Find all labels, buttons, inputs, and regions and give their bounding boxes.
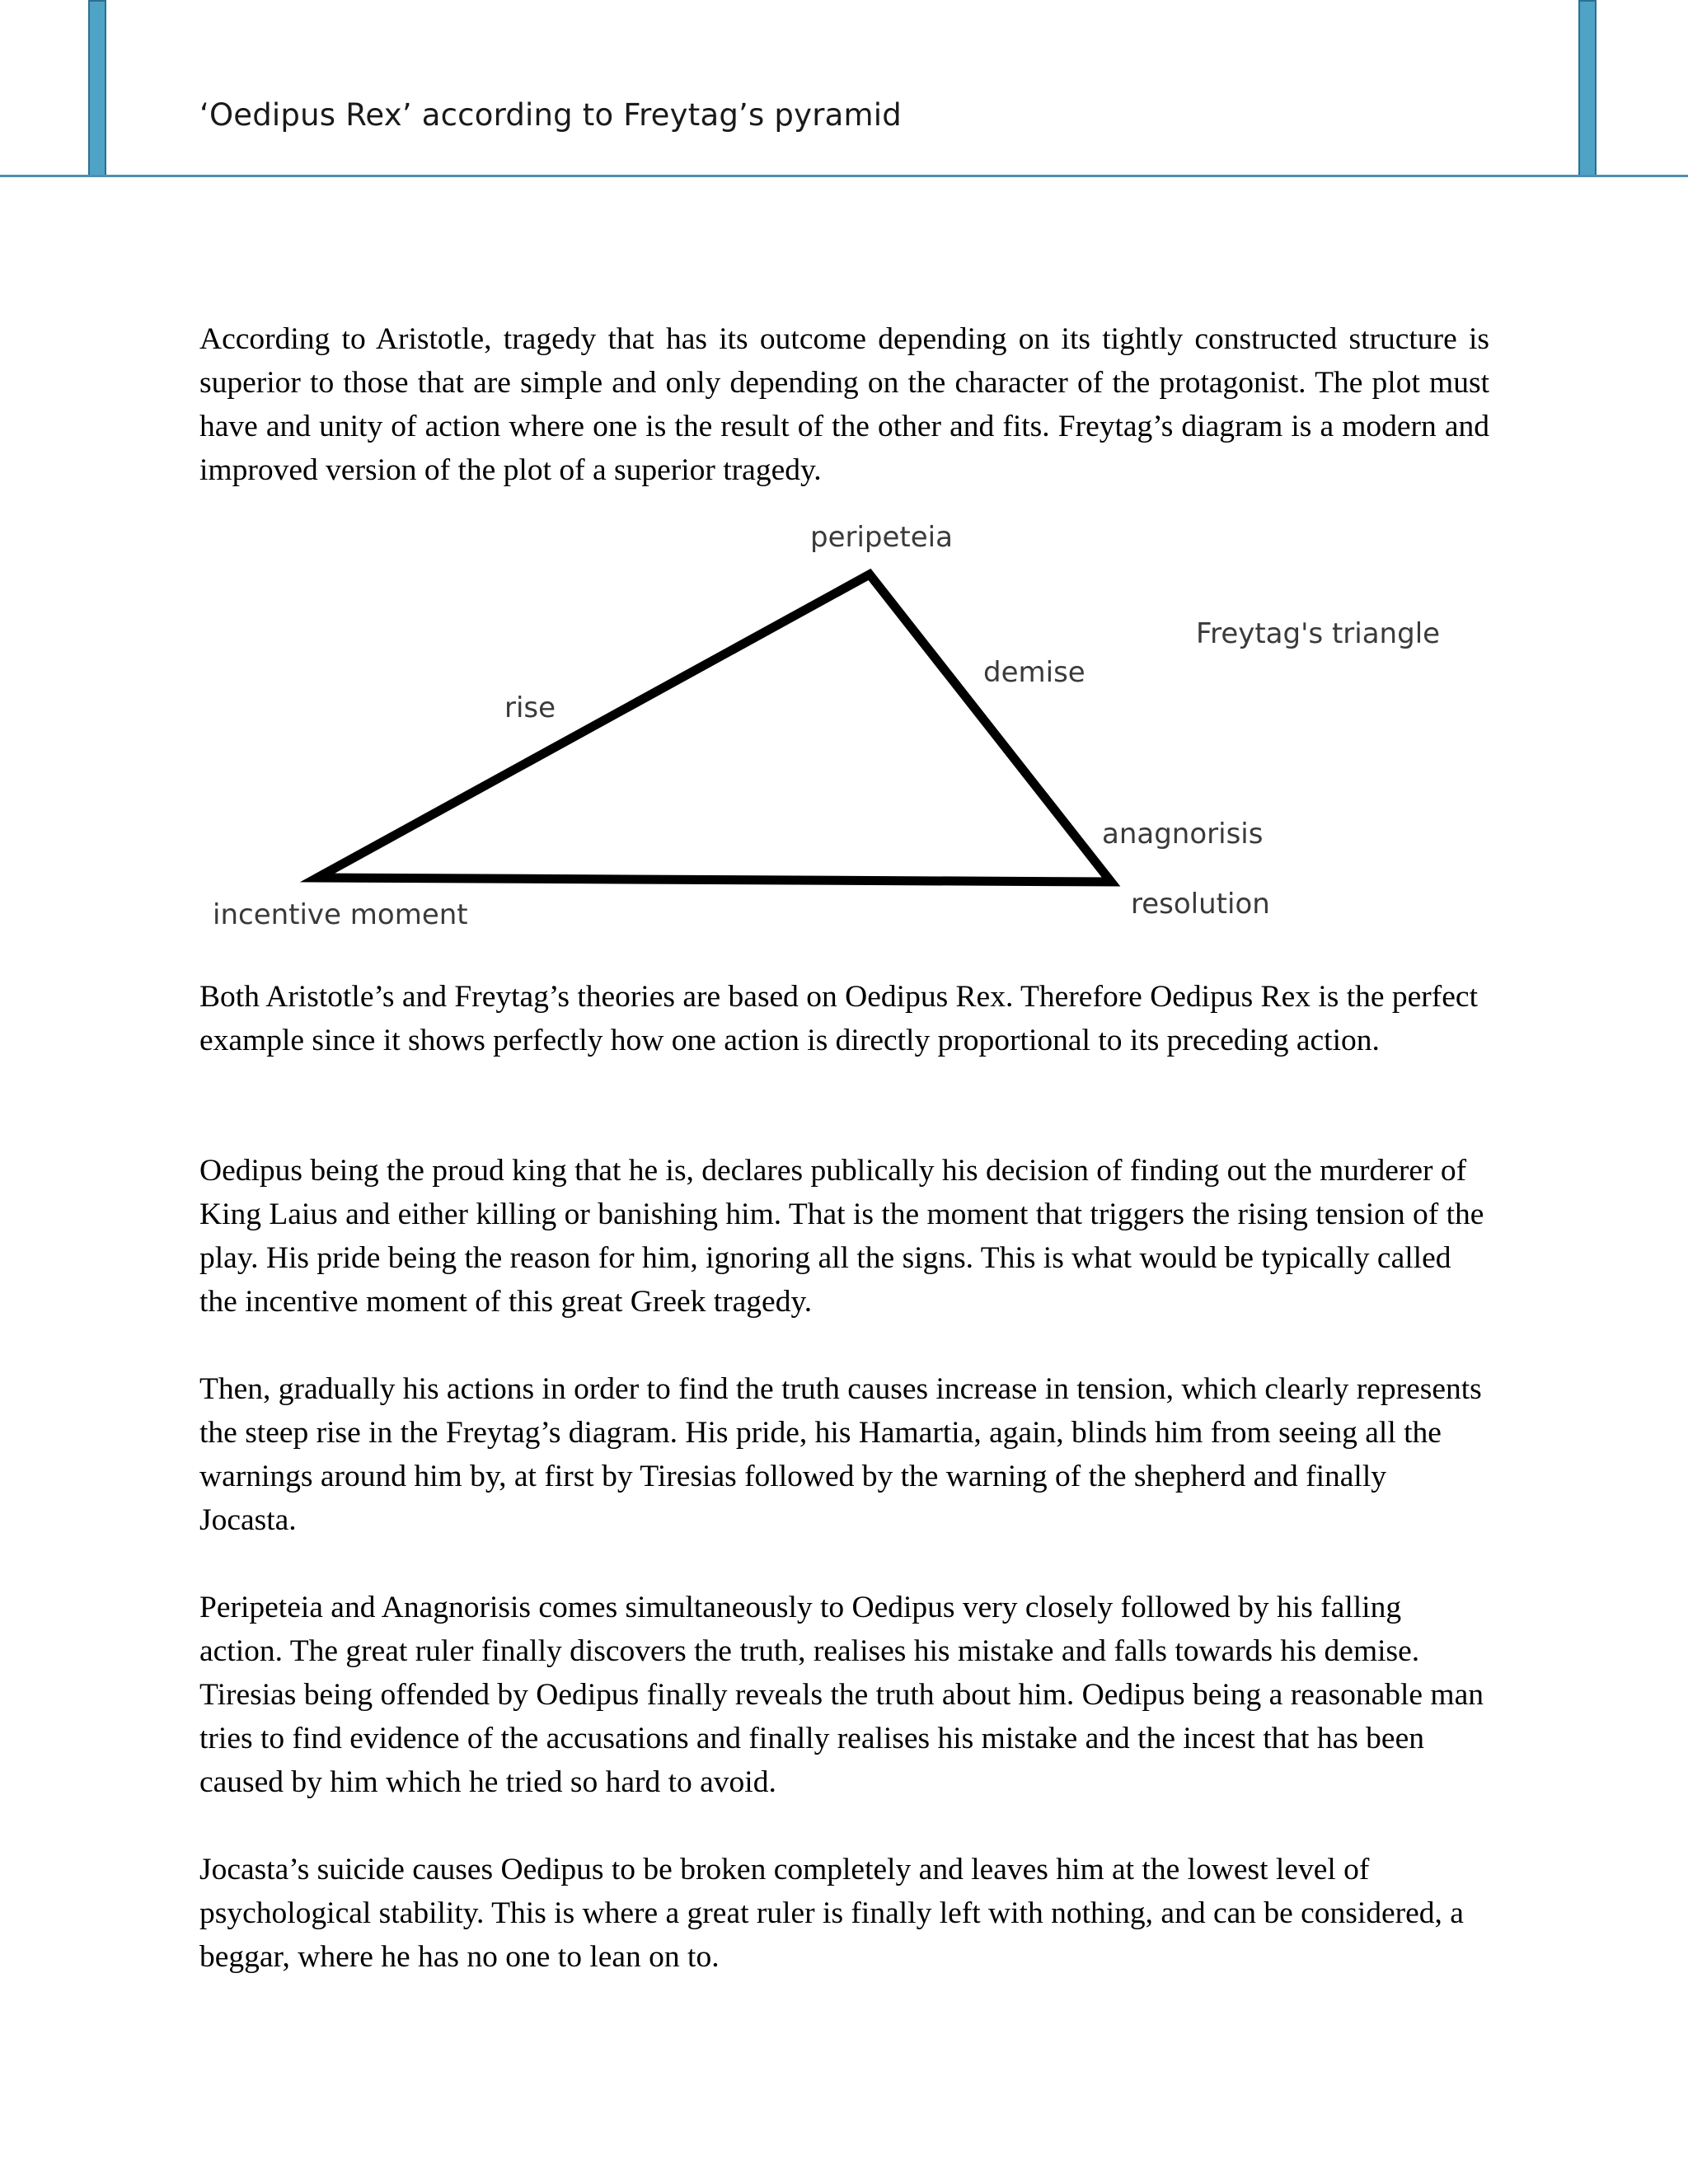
label-diagram-title: Freytag's triangle — [1196, 617, 1441, 650]
label-resolution: resolution — [1131, 888, 1270, 921]
body-paragraph-6: Jocasta’s suicide causes Oedipus to be broken completely and leaves him at the lowest level of psychological stability. This is where a great ruler is finally left with nothing, and can be considered, a beggar, where he has no one to lean on to. — [199, 1853, 1464, 1974]
intro-paragraph: According to Aristotle, tragedy that has its outcome depending on its tightly constructed structure is superior to those that are simple and only depending on the character of the protagonist. The plot must have and unity of action where one is the result of the other and fits. Freytag’s diagram is a modern and improved version of the plot of a superior tragedy. — [199, 322, 1489, 487]
body-paragraph-2: Both Aristotle’s and Freytag’s theories are based on Oedipus Rex. Therefore Oedipus Rex is the perfect example since it shows perfectly how one action is directly proportional to its preceding action. — [199, 980, 1478, 1057]
body-paragraph-5: Peripeteia and Anagnorisis comes simultaneously to Oedipus very closely followed by his falling action. The great ruler finally discovers the truth, realises his mistake and falls towards his demise. Tiresias being offended by Oedipus finally reveals the truth about him. Oedipus being a reasonable man tries to find evidence of the accusations and finally realises his mistake and the incest that has been caused by him which he tried so hard to avoid. — [199, 1591, 1484, 1799]
label-anagnorisis: anagnorisis — [1102, 818, 1264, 851]
triangle-shape — [317, 574, 1111, 882]
body-paragraph-4: Then, gradually his actions in order to find the truth causes increase in tension, which clearly represents the steep rise in the Freytag’s diagram. His pride, his Hamartia, again, blinds him from seeing all the warnings around him by, at first by Tiresias followed by the warning of the shepherd and finally Jocasta. — [199, 1372, 1482, 1537]
label-peripeteia: peripeteia — [810, 521, 953, 554]
page-header-title: ‘Oedipus Rex’ according to Freytag’s pyramid — [199, 97, 902, 133]
label-incentive-moment: incentive moment — [213, 898, 468, 931]
freytag-triangle-diagram — [0, 0, 1688, 956]
body-paragraph-3: Oedipus being the proud king that he is, declares publically his decision of finding out the murderer of King Laius and either killing or banishing him. That is the moment that triggers the rising tension of the play. His pride being the reason for him, ignoring all the signs. This is what would be typically called the incentive moment of this great Greek tragedy. — [199, 1154, 1484, 1319]
label-rise: rise — [504, 691, 556, 724]
label-demise: demise — [983, 656, 1085, 689]
